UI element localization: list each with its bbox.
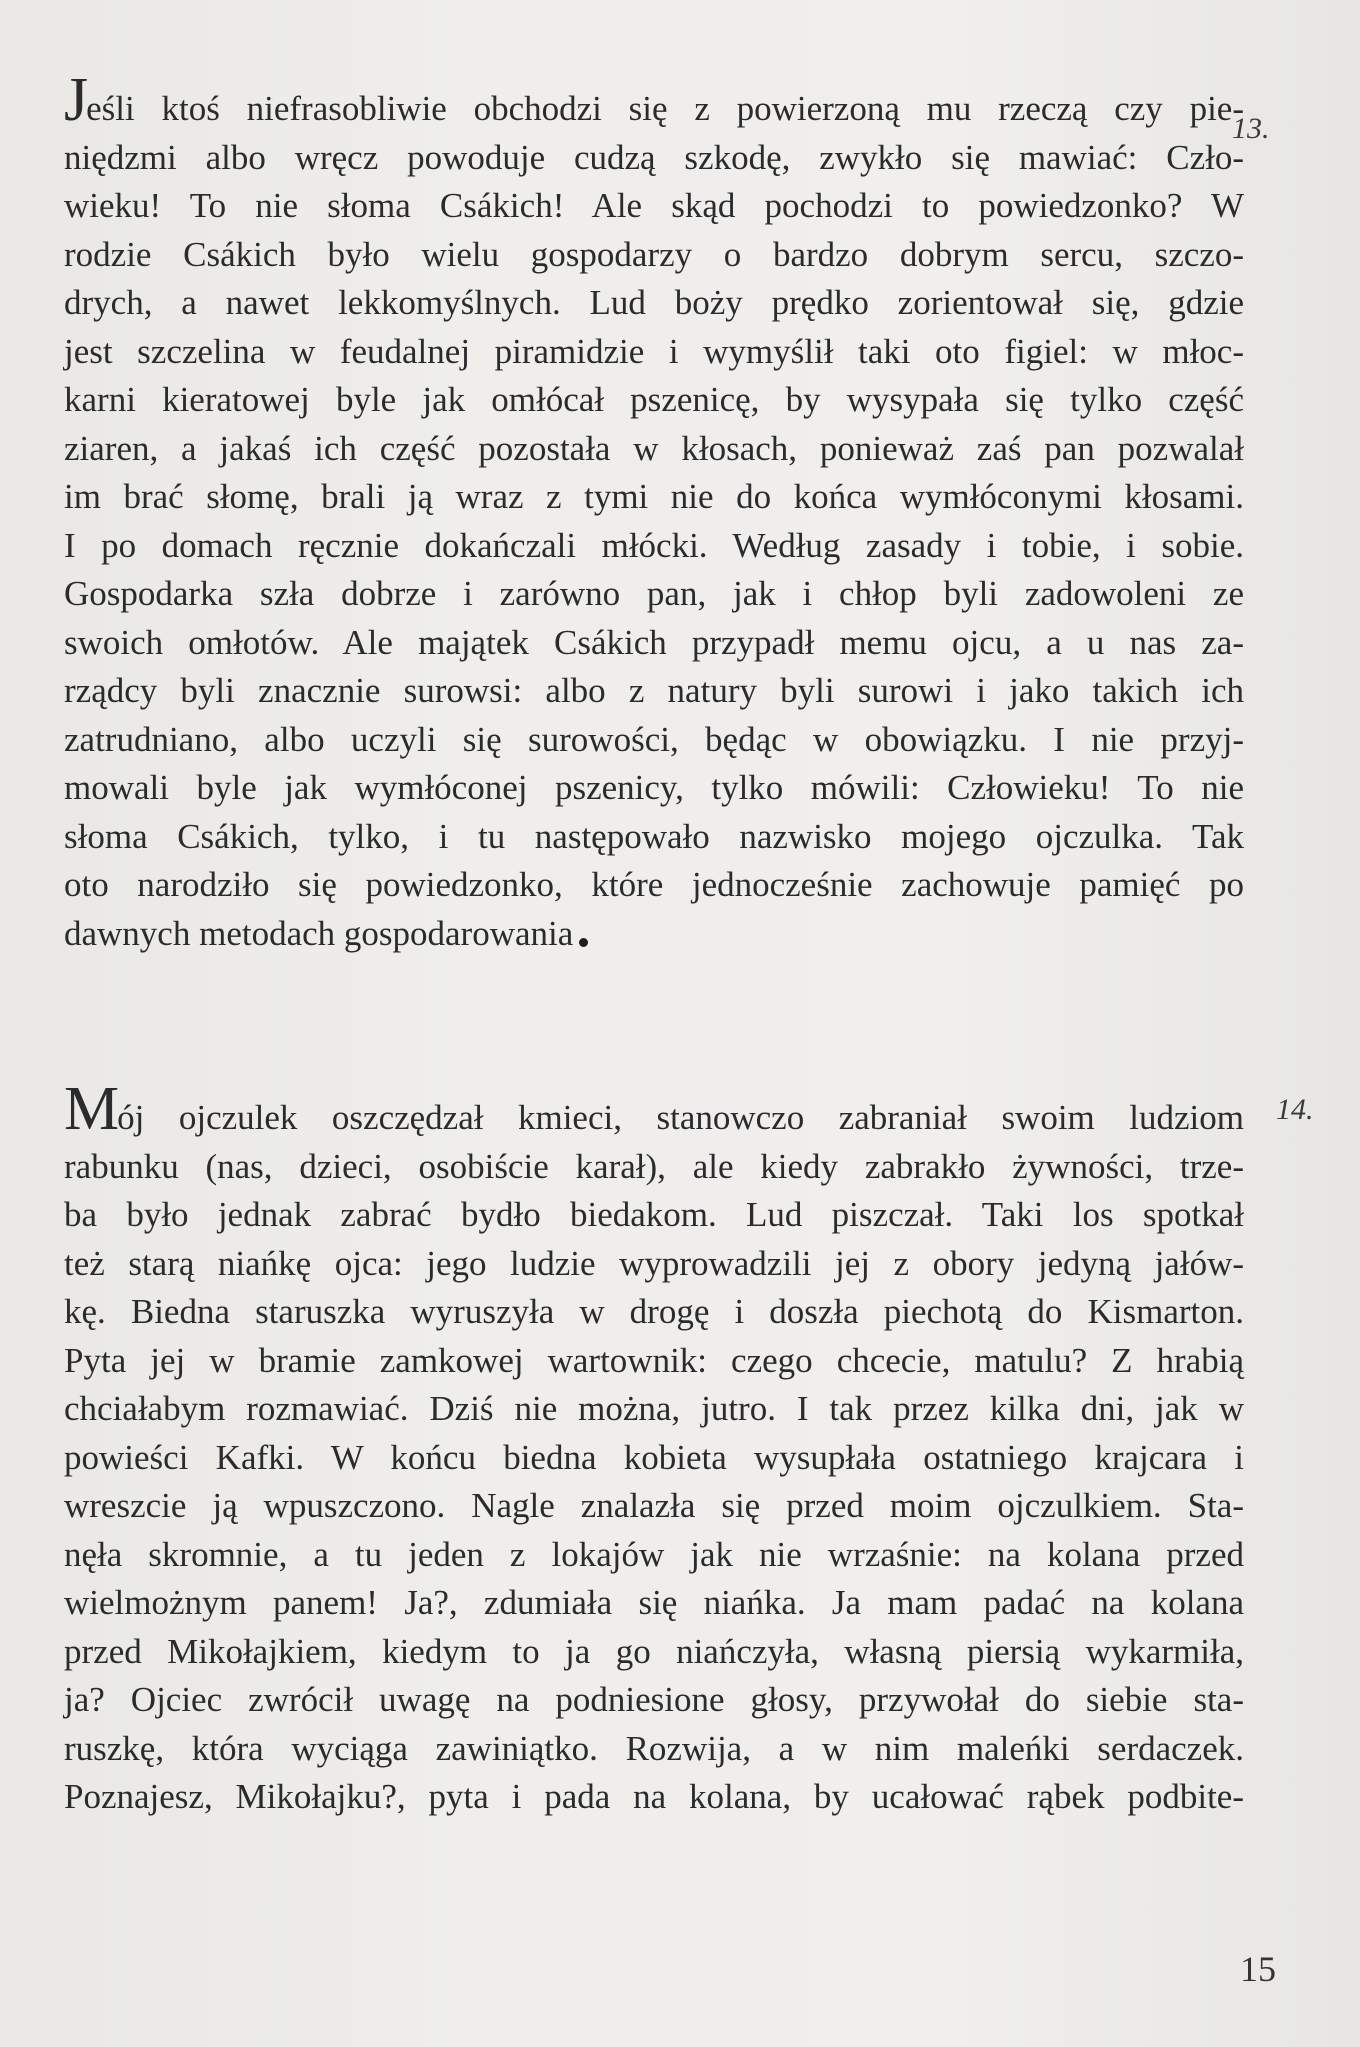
text-line: słoma Csákich, tylko, i tu następowało nazwisko mojego ojczulka. Tak bbox=[64, 816, 1244, 856]
paragraph bbox=[64, 1075, 1244, 1822]
text-line: chciałabym rozmawiać. Dziś nie można, jutro. I tak przez kilka dni, jak w bbox=[64, 1389, 1244, 1428]
text-line: ja? Ojciec zwrócił uwagę na podniesione głosy, przywołał do siebie sta- bbox=[64, 1680, 1244, 1719]
text-line: drych, a nawet lekkomyślnych. Lud boży prędko zorientował się, gdzie bbox=[64, 283, 1244, 322]
paragraph bbox=[64, 66, 1244, 958]
text-line: rządcy byli znacznie surowsi: albo z natury byli surowi i jako takich ich bbox=[64, 671, 1244, 710]
text-line: dawnych metodach gospodarowania bbox=[64, 910, 1244, 959]
text-line: rabunku (nas, dzieci, osobiście karał), ale kiedy zabrakło żywności, trze- bbox=[64, 1146, 1244, 1186]
text-line: niędzmi albo wręcz powoduje cudzą szkodę, zwykło się mawiać: Czło- bbox=[64, 137, 1244, 177]
text-line: swoich omłotów. Ale majątek Csákich przypadł memu ojcu, a u nas za- bbox=[64, 622, 1244, 662]
section-number: 14. bbox=[1276, 1093, 1314, 1126]
text-line: ba było jednak zabrać bydło biedakom. Lud piszczał. Taki los spotkał bbox=[64, 1195, 1244, 1234]
text-line: karni kieratowej byle jak omłócał pszenicę, by wysypała się tylko część bbox=[64, 380, 1244, 419]
text-line: jest szczelina w feudalnej piramidzie i wymyślił taki oto figiel: w młoc- bbox=[64, 331, 1244, 371]
text-line: Mój ojczulek oszczędzał kmieci, stanowczo zabraniał swoim ludziom bbox=[64, 1075, 1244, 1143]
text-line: powieści Kafki. W końcu biedna kobieta wysupłała ostatniego krajcara i bbox=[64, 1437, 1244, 1477]
text-line: Gospodarka szła dobrze i zarówno pan, jak i chłop byli zadowoleni ze bbox=[64, 574, 1244, 613]
text-line: wreszcie ją wpuszczono. Nagle znalazła się przed moim ojczulkiem. Sta- bbox=[64, 1486, 1244, 1525]
text-line: mowali byle jak wymłóconej pszenicy, tylko mówili: Człowieku! To nie bbox=[64, 768, 1244, 807]
text-line: Poznajesz, Mikołajku?, pyta i pada na kolana, by ucałować rąbek podbite- bbox=[64, 1777, 1244, 1816]
text-line: też starą niańkę ojca: jego ludzie wyprowadzili jej z obory jedyną jałów- bbox=[64, 1243, 1244, 1283]
drop-cap: J bbox=[64, 66, 87, 134]
text-line: Pyta jej w bramie zamkowej wartownik: czego chcecie, matulu? Z hrabią bbox=[64, 1340, 1244, 1380]
page-number: 15 bbox=[1240, 1949, 1276, 1989]
text-line: I po domach ręcznie dokańczali młócki. Według zasady i tobie, i sobie. bbox=[64, 525, 1244, 565]
text-line: zatrudniano, albo uczyli się surowości, będąc w obowiązku. I nie przyj- bbox=[64, 719, 1244, 759]
section-13 bbox=[64, 66, 1244, 958]
end-of-section-mark bbox=[579, 938, 588, 947]
text-line: kę. Biedna staruszka wyruszyła w drogę i doszła piechotą do Kismarton. bbox=[64, 1292, 1244, 1331]
text-line: wielmożnym panem! Ja?, zdumiała się niańka. Ja mam padać na kolana bbox=[64, 1583, 1244, 1622]
text-line: wieku! To nie słoma Csákich! Ale skąd pochodzi to powiedzonko? W bbox=[64, 186, 1244, 225]
section-number: 13. bbox=[1232, 112, 1270, 145]
text-line: im brać słomę, brali ją wraz z tymi nie do końca wymłóconymi kłosami. bbox=[64, 477, 1244, 516]
section-14 bbox=[64, 1075, 1244, 1822]
text-line: oto narodziło się powiedzonko, które jednocześnie zachowuje pamięć po bbox=[64, 865, 1244, 904]
text-line: nęła skromnie, a tu jeden z lokajów jak nie wrzaśnie: na kolana przed bbox=[64, 1534, 1244, 1574]
text-line: przed Mikołajkiem, kiedym to ja go niańczyła, własną piersią wykarmiła, bbox=[64, 1631, 1244, 1671]
text-line: Jeśli ktoś niefrasobliwie obchodzi się z powierzoną mu rzeczą czy pie- bbox=[64, 66, 1244, 134]
text-line: rodzie Csákich było wielu gospodarzy o bardzo dobrym sercu, szczo- bbox=[64, 234, 1244, 274]
text-line: ruszkę, która wyciąga zawiniątko. Rozwija, a w nim maleńki serdaczek. bbox=[64, 1728, 1244, 1768]
text-line: ziaren, a jakaś ich część pozostała w kłosach, ponieważ zaś pan pozwalał bbox=[64, 428, 1244, 468]
drop-cap: M bbox=[64, 1075, 118, 1143]
